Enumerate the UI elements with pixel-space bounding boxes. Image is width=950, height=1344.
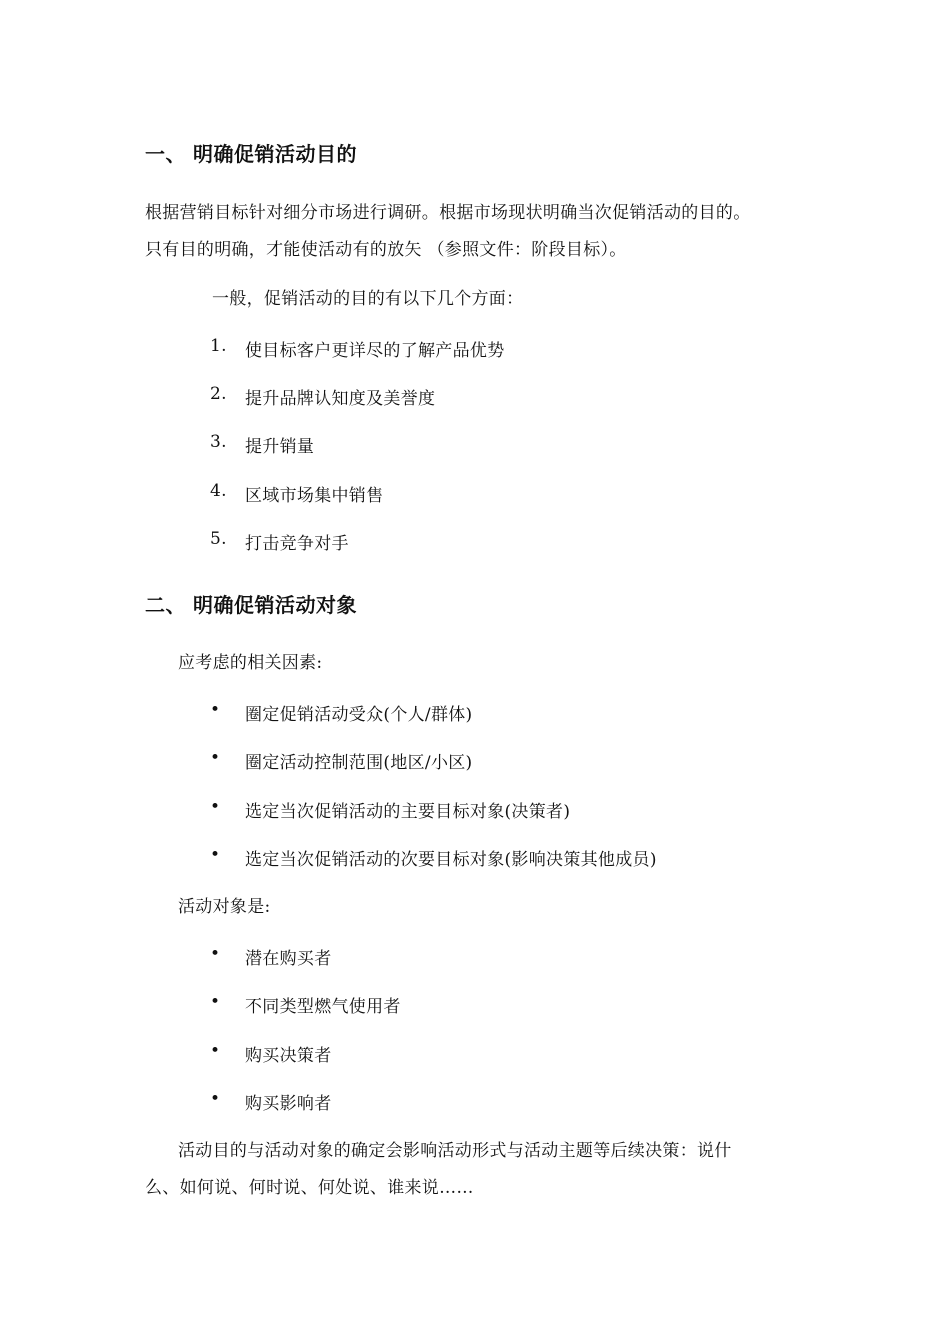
section-1-heading (145, 138, 357, 167)
list-marker: 4. (210, 481, 227, 501)
list-item-text: 选定当次促销活动的主要目标对象(决策者) (245, 802, 571, 822)
list-item-text: 圈定促销活动受众(个人/群体) (245, 705, 473, 725)
section-2-heading (145, 589, 357, 618)
section-1-number: 一、 (145, 142, 186, 166)
bullet-icon: • (210, 845, 221, 865)
bullet-icon: • (210, 944, 221, 964)
list-item-text: 圈定活动控制范围(地区/小区) (245, 753, 473, 773)
list-marker: 3. (210, 432, 227, 452)
bullet-icon: • (210, 992, 221, 1012)
list-item-text: 使目标客户更详尽的了解产品优势 (245, 341, 505, 361)
list-item-text: 提升品牌认知度及美誉度 (245, 389, 436, 409)
list-marker: 5. (210, 529, 227, 549)
list-item-text: 区域市场集中销售 (245, 486, 384, 506)
bullet-icon: • (210, 748, 221, 768)
list-item-text: 提升销量 (245, 437, 315, 457)
section-2-targets-intro: 活动对象是: (178, 897, 271, 917)
section-2-number: 二、 (145, 593, 186, 617)
bullet-icon: • (210, 1041, 221, 1061)
bullet-icon: • (210, 797, 221, 817)
closing-paragraph-line-1: 活动目的与活动对象的确定会影响活动形式与活动主题等后续决策：说什 (178, 1141, 732, 1161)
list-item-text: 潜在购买者 (245, 949, 332, 969)
closing-paragraph-line-2: 么、如何说、何时说、何处说、谁来说…… (145, 1178, 474, 1198)
list-item-text: 打击竞争对手 (245, 534, 349, 554)
section-2-factors-intro: 应考虑的相关因素: (178, 653, 323, 673)
list-marker: 2. (210, 384, 227, 404)
section-1-title: 明确促销活动目的 (193, 142, 357, 166)
section-2-title: 明确促销活动对象 (193, 593, 357, 617)
list-item-text: 选定当次促销活动的次要目标对象(影响决策其他成员) (245, 850, 657, 870)
section-1-paragraph-line-2: 只有目的明确，才能使活动有的放矢 （参照文件：阶段目标）。 (145, 240, 627, 260)
list-marker: 1. (210, 336, 227, 356)
section-1-intro: 一般，促销活动的目的有以下几个方面： (212, 289, 524, 309)
list-item-text: 购买决策者 (245, 1046, 332, 1066)
list-item-text: 购买影响者 (245, 1094, 332, 1114)
bullet-icon: • (210, 700, 221, 720)
section-1-paragraph-line-1: 根据营销目标针对细分市场进行调研。根据市场现状明确当次促销活动的目的。 (145, 203, 751, 223)
bullet-icon: • (210, 1089, 221, 1109)
list-item-text: 不同类型燃气使用者 (245, 997, 401, 1017)
